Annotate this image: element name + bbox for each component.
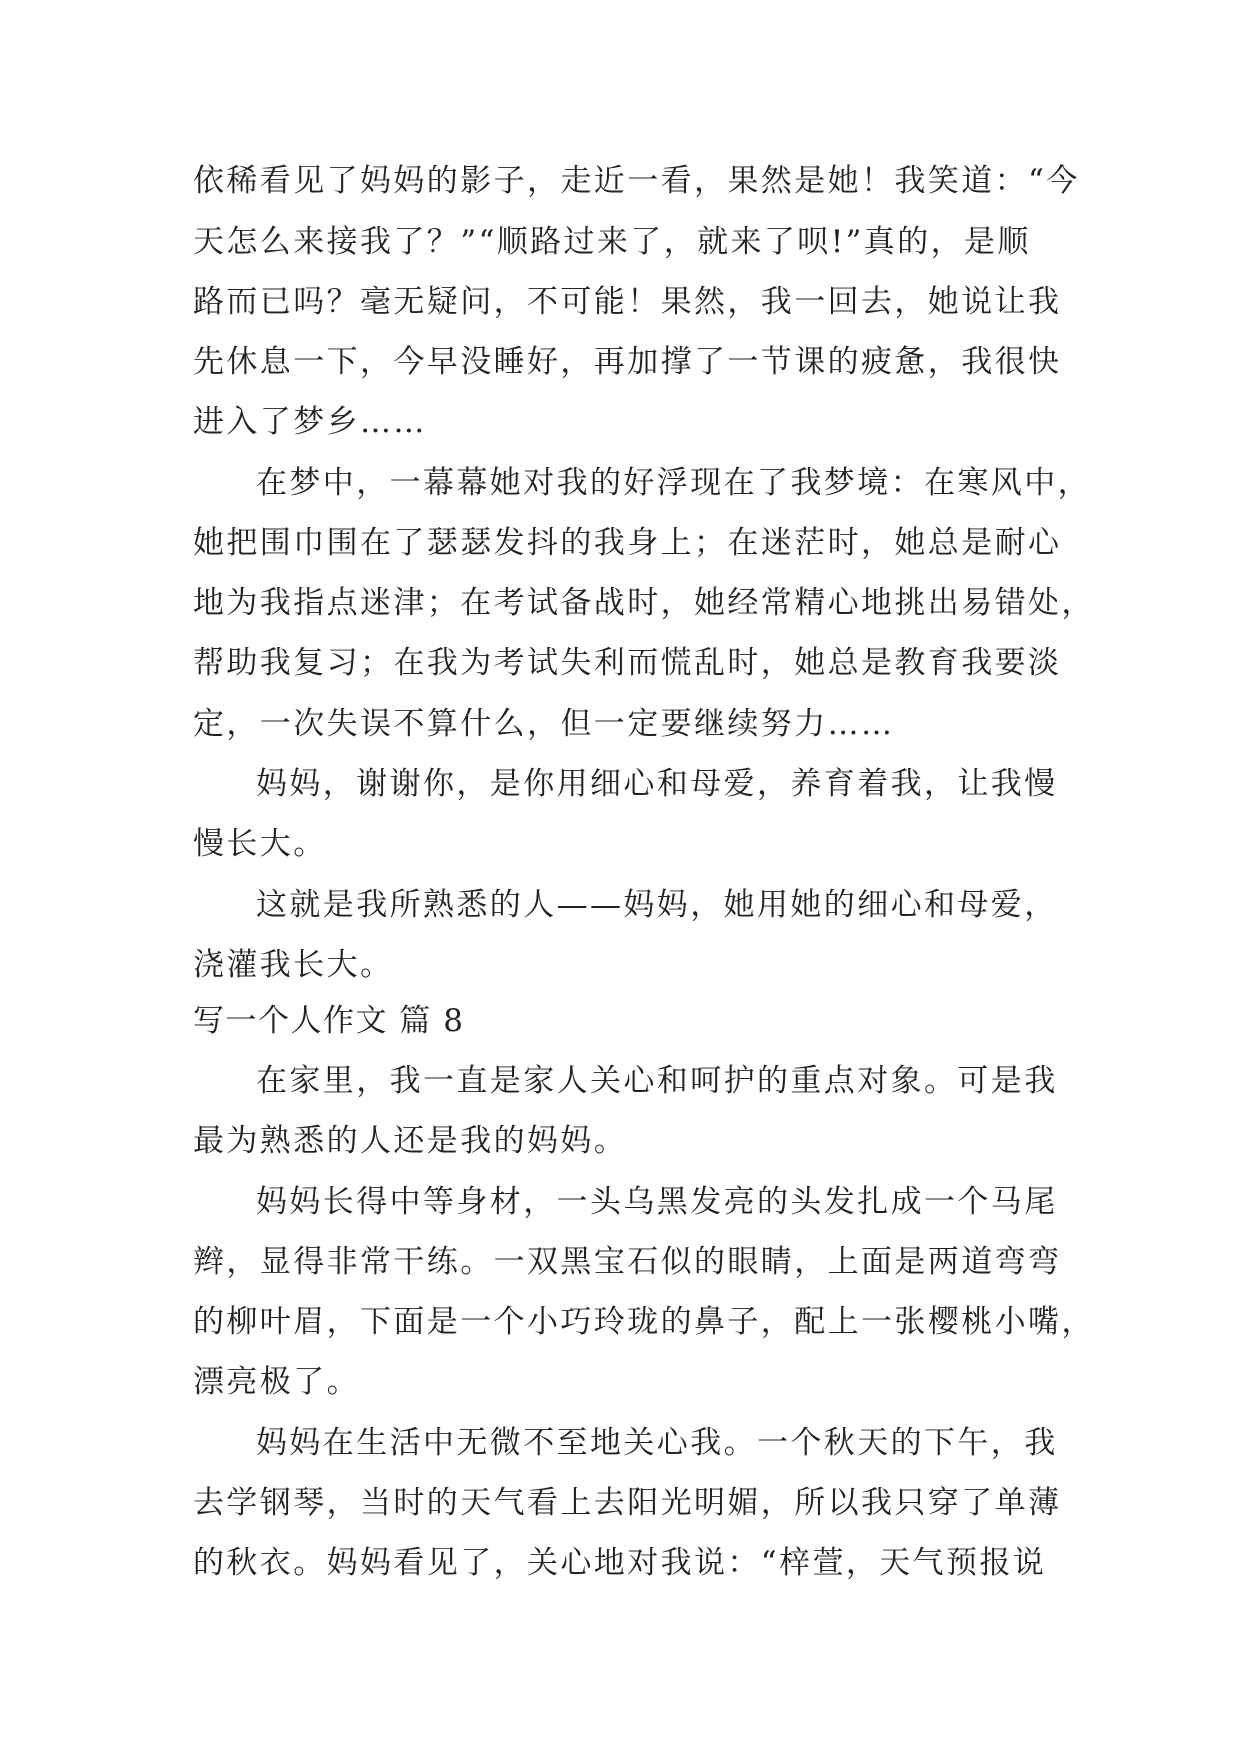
text-line: 慢长大。 — [193, 826, 327, 862]
text-line: 浇灌我长大。 — [193, 947, 394, 983]
text-line: 漂亮极了。 — [193, 1364, 360, 1400]
text-line: 妈妈在生活中无微不至地关心我。一个秋天的下午，我 — [256, 1425, 1058, 1461]
text-line: 路而已吗？毫无疑问，不可能！果然，我一回去，她说让我 — [193, 284, 1062, 320]
text-line: 辫，显得非常干练。一双黑宝石似的眼睛，上面是两道弯弯 — [193, 1244, 1062, 1280]
text-line: 进入了梦乡…… — [193, 404, 427, 440]
text-line: 在家里，我一直是家人关心和呵护的重点对象。可是我 — [256, 1063, 1058, 1099]
text-line: 先休息一下，今早没睡好，再加撑了一节课的疲惫，我很快 — [193, 344, 1062, 380]
text-line: 去学钢琴，当时的天气看上去阳光明媚，所以我只穿了单薄 — [193, 1485, 1062, 1521]
text-line: 天怎么来接我了？”“顺路过来了，就来了呗!”真的，是顺 — [193, 224, 1031, 260]
text-line: 妈妈，谢谢你，是你用细心和母爱，养育着我，让我慢 — [256, 766, 1058, 802]
text-line: 帮助我复习；在我为考试失利而慌乱时，她总是教育我要淡 — [193, 645, 1062, 681]
section-heading: 写一个人作文 篇 8 — [193, 1003, 465, 1039]
text-line: 的秋衣。妈妈看见了，关心地对我说：“梓萱，天气预报说 — [193, 1545, 1047, 1581]
text-line: 在梦中，一幕幕她对我的好浮现在了我梦境：在寒风中， — [256, 465, 1091, 501]
text-line: 的柳叶眉，下面是一个小巧玲珑的鼻子，配上一张樱桃小嘴， — [193, 1304, 1095, 1340]
text-line: 这就是我所熟悉的人——妈妈，她用她的细心和母爱， — [256, 887, 1058, 923]
text-line: 妈妈长得中等身材，一头乌黑发亮的头发扎成一个马尾 — [256, 1184, 1058, 1220]
text-line: 定，一次失误不算什么，但一定要继续努力…… — [193, 706, 895, 742]
text-line: 地为我指点迷津；在考试备战时，她经常精心地挑出易错处， — [193, 585, 1095, 621]
text-line: 她把围巾围在了瑟瑟发抖的我身上；在迷茫时，她总是耐心 — [193, 525, 1062, 561]
text-line: 依稀看见了妈妈的影子，走近一看，果然是她！我笑道：“今 — [193, 163, 1080, 199]
text-line: 最为熟悉的人还是我的妈妈。 — [193, 1123, 628, 1159]
